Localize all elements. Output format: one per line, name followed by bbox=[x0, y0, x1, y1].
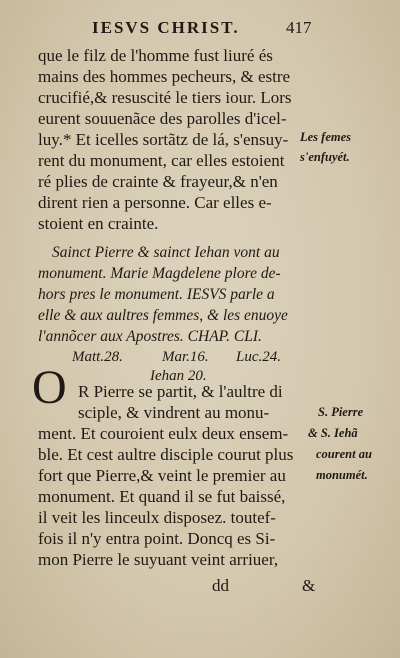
summary-line: hors pres le monument. IESVS parle a bbox=[38, 286, 275, 303]
summary-line: l'annõcer aux Apostres. CHAP. CLI. bbox=[38, 328, 262, 345]
page-number: 417 bbox=[286, 18, 312, 37]
scripture-reference: Iehan 20. bbox=[150, 368, 207, 384]
body-line: crucifié,& resuscité le tiers iour. Lors bbox=[38, 88, 292, 107]
scripture-reference: Mar.16. bbox=[162, 349, 209, 365]
body-line: eurent souuenãce des parolles d'icel- bbox=[38, 109, 287, 128]
margin-note: s'enfuyét. bbox=[300, 150, 350, 164]
scripture-reference: Matt.28. bbox=[72, 349, 123, 365]
chapter-line: ble. Et cest aultre disciple courut plus bbox=[38, 445, 294, 464]
chapter-line: sciple, & vindrent au monu- bbox=[78, 403, 270, 422]
margin-note: monumét. bbox=[316, 468, 368, 482]
margin-note: S. Pierre bbox=[318, 405, 364, 419]
chapter-line: fois il n'y entra point. Doncq es Si- bbox=[38, 529, 276, 548]
summary-line: Sainct Pierre & sainct Iehan vont au bbox=[52, 244, 280, 261]
chapter-line: mon Pierre le suyuant veint arriuer, bbox=[38, 550, 279, 569]
scripture-reference: Luc.24. bbox=[236, 349, 281, 365]
chapter-line: monument. Et quand il se fut baissé, bbox=[38, 487, 286, 506]
summary-line: elle & aux aultres femmes, & les enuoye bbox=[38, 307, 288, 324]
body-line: mains des hommes pecheurs, & estre bbox=[38, 67, 291, 86]
body-line: rent du monument, car elles estoient bbox=[38, 151, 285, 170]
body-line: luy.* Et icelles sortãtz de lá, s'ensuy- bbox=[38, 130, 289, 149]
chapter-line: R Pierre se partit, & l'aultre di bbox=[78, 382, 283, 401]
margin-note: courent au bbox=[316, 447, 372, 461]
drop-cap: O bbox=[32, 361, 67, 414]
body-line: dirent rien a personne. Car elles e- bbox=[38, 193, 272, 212]
body-line: ré plies de crainte & frayeur,& n'en bbox=[38, 172, 278, 191]
summary-line: monument. Marie Magdelene plore de- bbox=[38, 265, 281, 282]
body-line: que le filz de l'homme fust liuré és bbox=[38, 46, 273, 65]
margin-note: & S. Iehã bbox=[308, 426, 358, 440]
chapter-line: il veit les linceulx disposez. toutef- bbox=[38, 508, 276, 527]
chapter-line: fort que Pierre,& veint le premier au bbox=[38, 466, 286, 485]
running-title: IESVS CHRIST. bbox=[92, 18, 240, 37]
margin-note: Les femes bbox=[300, 130, 352, 144]
catchword: & bbox=[302, 576, 316, 595]
signature-mark: dd bbox=[212, 576, 229, 595]
body-line: stoient en crainte. bbox=[38, 214, 159, 233]
chapter-line: ment. Et couroient eulx deux ensem- bbox=[38, 424, 289, 443]
